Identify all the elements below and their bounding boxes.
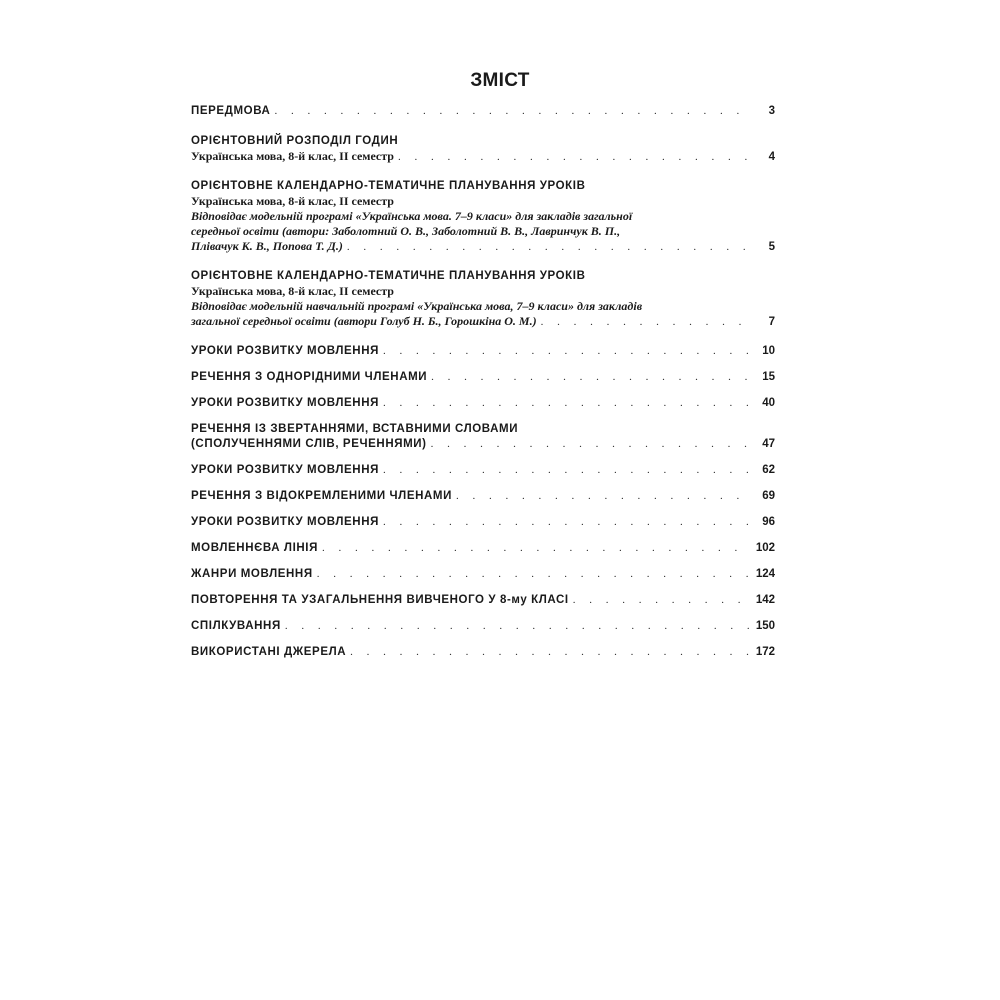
toc-entry-note: Плівачук К. В., Попова Т. Д.): [191, 239, 343, 253]
dot-leader: [541, 316, 751, 328]
toc-entry-note: середньої освіти (автори: Заболотний О. В., Заболотний В. В., Лавринчук В. П.,: [191, 224, 621, 238]
toc-entry-title: УРОКИ РОЗВИТКУ МОВЛЕННЯ: [191, 464, 379, 476]
toc-entry-title: РЕЧЕННЯ З ВІДОКРЕМЛЕНИМИ ЧЛЕНАМИ: [191, 490, 452, 502]
dot-leader: [383, 345, 751, 357]
toc-entry-hours-distribution[interactable]: [191, 134, 775, 164]
toc-entry-speech-lessons-2[interactable]: [191, 396, 775, 411]
toc-entry-speech-genres[interactable]: [191, 567, 775, 582]
toc-entry-title: ЖАНРИ МОВЛЕННЯ: [191, 568, 313, 580]
toc-row: [191, 515, 775, 530]
toc-page-number: 47: [762, 438, 775, 450]
toc-entry-title: ПОВТОРЕННЯ ТА УЗАГАЛЬНЕННЯ ВИВЧЕНОГО У 8-му КЛАСІ: [191, 594, 569, 606]
toc-entry-subtitle: Українська мова, 8-й клас, ІІ семестр: [191, 194, 394, 208]
toc-page-number: 124: [755, 568, 775, 580]
dot-leader: [573, 594, 751, 606]
toc-row: [191, 239, 775, 254]
toc-entry-communication[interactable]: [191, 619, 775, 634]
toc-row: [191, 541, 775, 556]
toc-entry-speech-line[interactable]: [191, 541, 775, 556]
toc-page-number: 40: [762, 397, 775, 409]
toc-entry-title: ОРІЄНТОВНЕ КАЛЕНДАРНО-ТЕМАТИЧНЕ ПЛАНУВАННЯ УРОКІВ: [191, 270, 586, 282]
toc-row: [191, 645, 775, 660]
toc-page-number: 142: [755, 594, 775, 606]
dot-leader: [347, 241, 751, 253]
dot-leader: [322, 542, 751, 554]
dot-leader: [317, 568, 751, 580]
toc-page-number: 96: [762, 516, 775, 528]
toc-page-number: 10: [762, 345, 775, 357]
dot-leader: [456, 490, 751, 502]
toc-entry-separated-members[interactable]: [191, 489, 775, 504]
toc-row: [191, 567, 775, 582]
toc-page-number: 4: [768, 151, 775, 163]
toc-entry-title: ВИКОРИСТАНІ ДЖЕРЕЛА: [191, 646, 347, 658]
toc-entry-speech-lessons-1[interactable]: [191, 344, 775, 359]
toc-page-number: 150: [755, 620, 775, 632]
toc-row: [191, 463, 775, 478]
toc-entry-title: УРОКИ РОЗВИТКУ МОВЛЕННЯ: [191, 345, 379, 357]
toc-entry-subtitle: Українська мова, 8-й клас, ІІ семестр: [191, 284, 394, 298]
dot-leader: [274, 105, 751, 117]
toc-row: [191, 437, 775, 452]
toc-page-number: 7: [768, 316, 775, 328]
toc-entry-address-words[interactable]: [191, 422, 775, 452]
toc-row: [191, 104, 775, 119]
toc-page-number: 102: [755, 542, 775, 554]
toc-page-number: 5: [768, 241, 775, 253]
toc-entry-homogeneous-members[interactable]: [191, 370, 775, 385]
toc-entry-title: ПЕРЕДМОВА: [191, 105, 271, 117]
toc-entry-note: Відповідає модельній програмі «Українська мова. 7–9 класи» для закладів загальної: [191, 209, 633, 223]
toc-entry-note: загальної середньої освіти (автори Голуб Н. Б., Горошкіна О. М.): [191, 314, 537, 328]
toc-entry-title: РЕЧЕННЯ З ОДНОРІДНИМИ ЧЛЕНАМИ: [191, 371, 428, 383]
dot-leader: [431, 438, 751, 450]
toc-entry-note: Відповідає модельній навчальній програмі «Українська мова, 7–9 класи» для закладів: [191, 299, 643, 313]
toc-entry-title-cont: (СПОЛУЧЕННЯМИ СЛІВ, РЕЧЕННЯМИ): [191, 438, 427, 450]
dot-leader: [285, 620, 751, 632]
toc-page-number: 15: [762, 371, 775, 383]
toc-entry-title: УРОКИ РОЗВИТКУ МОВЛЕННЯ: [191, 397, 379, 409]
toc-entry-planning-2[interactable]: [191, 269, 775, 329]
toc-row: [191, 370, 775, 385]
toc-page-number: 3: [768, 105, 775, 117]
dot-leader: [431, 371, 751, 383]
toc-row: [191, 149, 775, 164]
toc-page-number: 62: [762, 464, 775, 476]
toc-row: [191, 396, 775, 411]
dot-leader: [398, 151, 751, 163]
toc-entry-review[interactable]: [191, 593, 775, 608]
toc-entry-title: МОВЛЕННЄВА ЛІНІЯ: [191, 542, 318, 554]
toc-row: [191, 344, 775, 359]
toc-entry-sources[interactable]: [191, 645, 775, 660]
dot-leader: [383, 464, 751, 476]
toc-row: [191, 619, 775, 634]
dot-leader: [383, 397, 751, 409]
toc-entry-foreword[interactable]: [191, 104, 775, 119]
page-title: ЗМІСТ: [470, 70, 530, 91]
toc-row: [191, 314, 775, 329]
toc-entry-title: ОРІЄНТОВНИЙ РОЗПОДІЛ ГОДИН: [191, 135, 399, 147]
toc-entry-speech-lessons-3[interactable]: [191, 463, 775, 478]
toc-entry-planning-1[interactable]: [191, 179, 775, 254]
toc-row: [191, 593, 775, 608]
toc-entry-title: РЕЧЕННЯ ІЗ ЗВЕРТАННЯМИ, ВСТАВНИМИ СЛОВАМИ: [191, 423, 519, 435]
toc-entry-title: ОРІЄНТОВНЕ КАЛЕНДАРНО-ТЕМАТИЧНЕ ПЛАНУВАННЯ УРОКІВ: [191, 180, 586, 192]
toc-entry-title: СПІЛКУВАННЯ: [191, 620, 281, 632]
table-of-contents: [191, 104, 775, 671]
toc-page-number: 172: [755, 646, 775, 658]
toc-entry-title: УРОКИ РОЗВИТКУ МОВЛЕННЯ: [191, 516, 379, 528]
dot-leader: [350, 646, 751, 658]
toc-page-number: 69: [762, 490, 775, 502]
dot-leader: [383, 516, 751, 528]
toc-row: [191, 489, 775, 504]
toc-entry-subtitle: Українська мова, 8-й клас, ІІ семестр: [191, 149, 394, 163]
toc-entry-speech-lessons-4[interactable]: [191, 515, 775, 530]
